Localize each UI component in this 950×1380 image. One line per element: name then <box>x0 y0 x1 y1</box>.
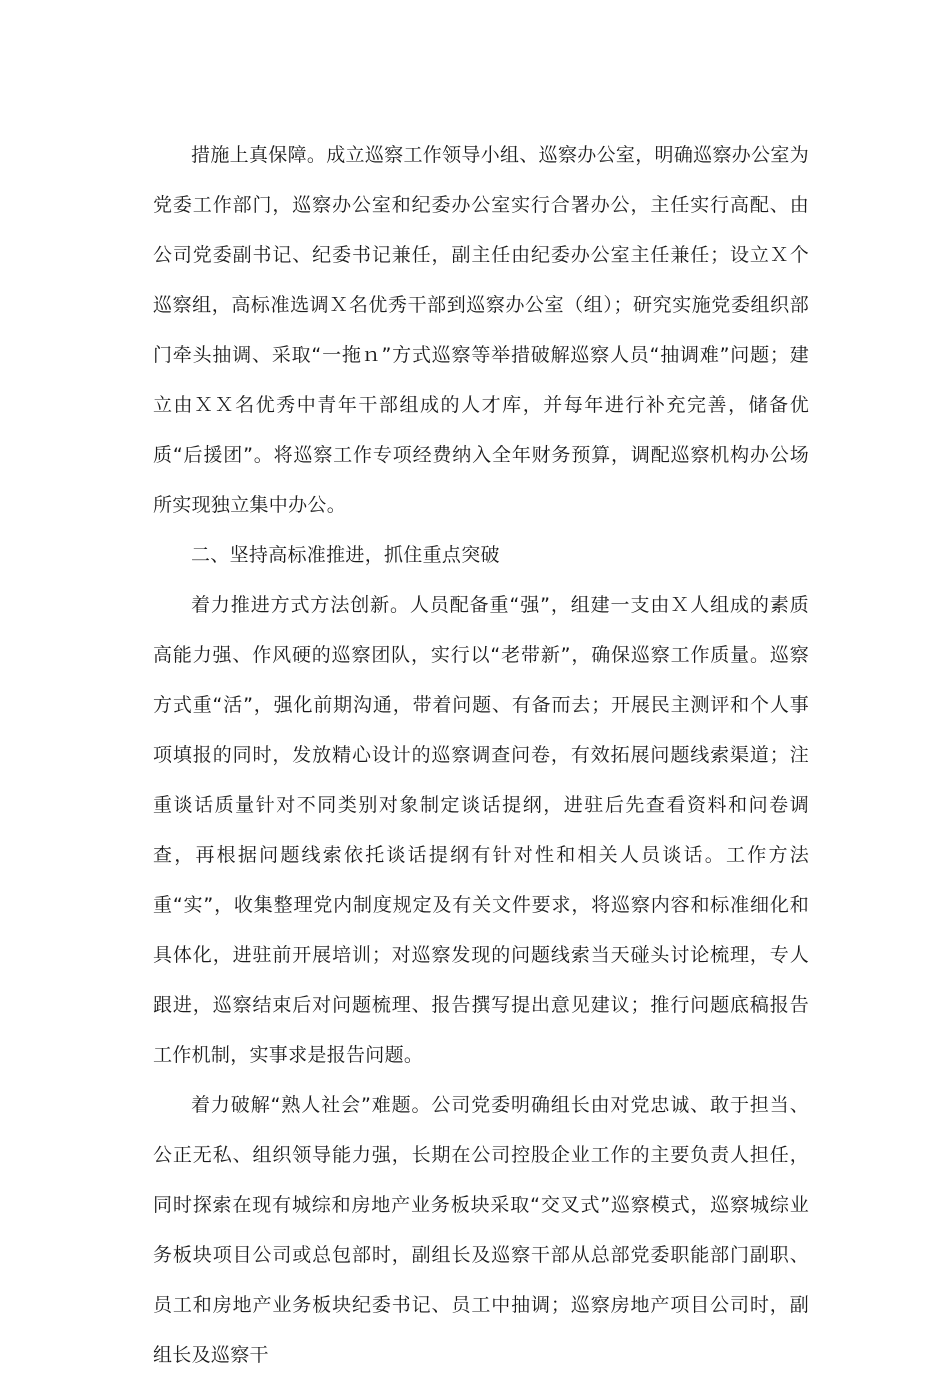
paragraph-measures: 措施上真保障。成立巡察工作领导小组、巡察办公室，明确巡察办公室为党委工作部门，巡察办公室和纪委办公室实行合署办公，主任实行高配、由公司党委副书记、纪委书记兼任，副主任由纪委办公室主任兼任；设立Ｘ个巡察组，高标准选调Ｘ名优秀干部到巡察办公室（组）；研究实施党委组织部门牵头抽调、采取“一拖ｎ”方式巡察等举措破解巡察人员“抽调难”问题；建立由ＸＸ名优秀中青年干部组成的人才库，并每年进行补充完善，储备优质“后援团”。将巡察工作专项经费纳入全年财务预算，调配巡察机构办公场所实现独立集中办公。 <box>153 144 809 516</box>
section-heading: 二、坚持高标准推进，抓住重点突破 <box>191 544 500 566</box>
document-body <box>153 130 809 1380</box>
paragraph-acquaintance: 着力破解“熟人社会”难题。公司党委明确组长由对党忠诚、敢于担当、公正无私、组织领导能力强，长期在公司控股企业工作的主要负责人担任，同时探索在现有城综和房地产业务板块采取“交叉式”巡察模式，巡察城综业务板块项目公司或总包部时，副组长及巡察干部从总部党委职能部门副职、员工和房地产业务板块纪委书记、员工中抽调；巡察房地产项目公司时，副组长及巡察干 <box>153 1094 809 1366</box>
paragraph-methods: 着力推进方式方法创新。人员配备重“强”，组建一支由Ｘ人组成的素质高能力强、作风硬的巡察团队，实行以“老带新”，确保巡察工作质量。巡察方式重“活”，强化前期沟通，带着问题、有备而去；开展民主测评和个人事项填报的同时，发放精心设计的巡察调查问卷，有效拓展问题线索渠道；注重谈话质量针对不同类别对象制定谈话提纲，进驻后先查看资料和问卷调查，再根据问题线索依托谈话提纲有针对性和相关人员谈话。工作方法重“实”，收集整理党内制度规定及有关文件要求，将巡察内容和标准细化和具体化，进驻前开展培训；对巡察发现的问题线索当天碰头讨论梳理，专人跟进，巡察结束后对问题梳理、报告撰写提出意见建议；推行问题底稿报告工作机制，实事求是报告问题。 <box>153 594 809 1066</box>
